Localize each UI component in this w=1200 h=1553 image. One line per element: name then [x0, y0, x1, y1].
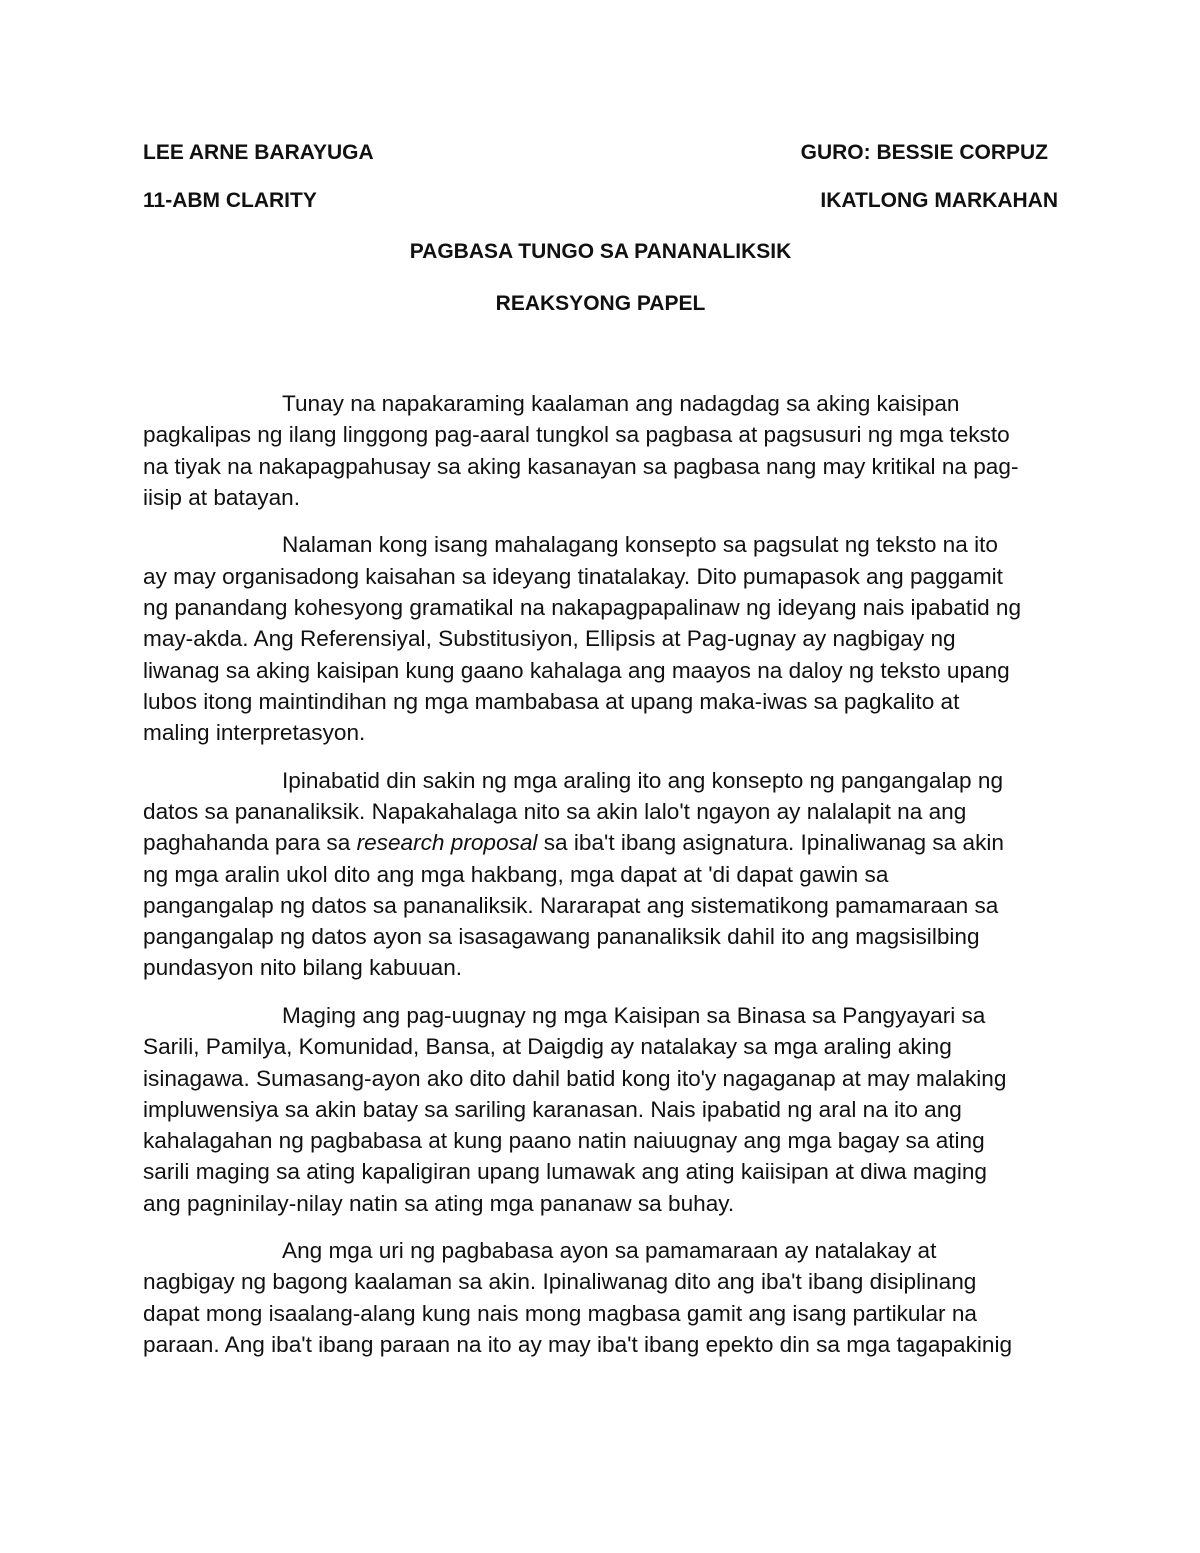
teacher-name: GURO: BESSIE CORPUZ	[800, 141, 1048, 164]
paragraph-line: paraan. Ang iba't ibang paraan na ito ay may iba't ibang epekto din sa mga tagapakinig	[143, 1332, 1013, 1358]
paragraph-line: kahalagahan ng pagbabasa at kung paano natin naiuugnay ang mga bagay sa ating	[143, 1128, 985, 1154]
subject-title: PAGBASA TUNGO SA PANANALIKSIK	[409, 240, 792, 263]
paragraph-line: Maging ang pag-uugnay ng mga Kaisipan sa Binasa sa Pangyayari sa	[282, 1002, 986, 1028]
paragraph-line: pundasyon nito bilang kabuuan.	[143, 955, 463, 981]
paragraph-line: lubos itong maintindihan ng mga mambabasa at upang maka-iwas sa pagkalito at	[143, 688, 960, 714]
paragraph-line: Tunay na napakaraming kaalaman ang nadagdag sa aking kaisipan	[282, 391, 960, 416]
paragraph-line-mixed	[143, 827, 1058, 858]
paragraph-line: maling interpretasyon.	[143, 720, 366, 746]
paragraph-line: pangangalap ng datos ayon sa isasagawang pananaliksik dahil ito ang magsisilbing	[143, 924, 980, 950]
paragraph-line: na tiyak na nakapagpahusay sa aking kasanayan sa pagbasa nang may kritikal na pag-	[143, 453, 1019, 479]
paragraph-3	[143, 765, 1058, 984]
paragraph-line: liwanag sa aking kaisipan kung gaano kahalaga ang maayos na daloy ng teksto upang	[143, 657, 1010, 683]
paragraph-line: may-akda. Ang Referensiyal, Substitusiyon, Ellipsis at Pag-ugnay ay nagbigay ng	[143, 626, 956, 652]
header-row-1	[143, 141, 1058, 165]
italic-term: research proposal	[356, 830, 538, 856]
paragraph-line: impluwensiya sa akin batay sa sariling karanasan. Nais ipabatid ng aral na ito ang	[143, 1096, 962, 1122]
paragraph-line: nagbigay ng bagong kaalaman sa akin. Ipinaliwanag dito ang iba't ibang disiplinang	[143, 1269, 977, 1295]
paragraph-line: ay may organisadong kaisahan sa ideyang tinatalakay. Dito pumapasok ang paggamit	[143, 563, 1003, 589]
paragraph-line: Ang mga uri ng pagbabasa ayon sa pamamaraan ay natalakay at	[282, 1238, 937, 1264]
student-name: LEE ARNE BARAYUGA	[143, 141, 374, 164]
paragraph-line: datos sa pananaliksik. Napakahalaga nito sa akin lalo't ngayon ay nalalapit na ang	[143, 798, 967, 824]
line-text: sa iba't ibang asignatura. Ipinaliwanag sa akin	[537, 830, 1004, 856]
paragraph-2	[143, 529, 1058, 748]
paragraph-line: Sarili, Pamilya, Komunidad, Bansa, at Daigdig ay natalakay sa mga araling aking	[143, 1034, 952, 1060]
line-text: paghahanda para sa	[143, 830, 357, 856]
paragraph-5	[143, 1235, 1058, 1360]
section-name: 11-ABM CLARITY	[143, 189, 317, 212]
document-body	[143, 388, 1058, 1377]
paragraph-line: Ipinabatid din sakin ng mga araling ito ang konsepto ng pangangalap ng	[282, 767, 1004, 793]
paragraph-1	[143, 388, 1058, 513]
paragraph-line: ng panandang kohesyong gramatikal na nakapagpapalinaw ng ideyang nais ipabatid ng	[143, 594, 1022, 620]
header-row-2	[143, 189, 1058, 213]
paragraph-line: iisip at batayan.	[143, 484, 300, 510]
paragraph-line: dapat mong isaalang-alang kung nais mong magbasa gamit ang isang partikular na	[143, 1300, 977, 1326]
paragraph-line: sarili maging sa ating kapaligiran upang lumawak ang ating kaiisipan at diwa maging	[143, 1159, 988, 1185]
quarter-label: IKATLONG MARKAHAN	[820, 189, 1058, 212]
paragraph-line: Nalaman kong isang mahalagang konsepto sa pagsulat ng teksto na ito	[282, 532, 998, 558]
paragraph-line: ang pagninilay-nilay natin sa ating mga pananaw sa buhay.	[143, 1190, 735, 1216]
paragraph-line: pangangalap ng datos sa pananaliksik. Nararapat ang sistematikong pamamaraan sa	[143, 892, 999, 918]
document-type-title: REAKSYONG PAPEL	[495, 292, 706, 315]
paragraph-line: ng mga aralin ukol dito ang mga hakbang, mga dapat at 'di dapat gawin sa	[143, 861, 889, 887]
paragraph-line: pagkalipas ng ilang linggong pag-aaral tungkol sa pagbasa at pagsusuri ng mga teksto	[143, 422, 1010, 448]
paragraph-line: isinagawa. Sumasang-ayon ako dito dahil batid kong ito'y nagaganap at may malaking	[143, 1065, 1007, 1091]
paragraph-4	[143, 1000, 1058, 1219]
